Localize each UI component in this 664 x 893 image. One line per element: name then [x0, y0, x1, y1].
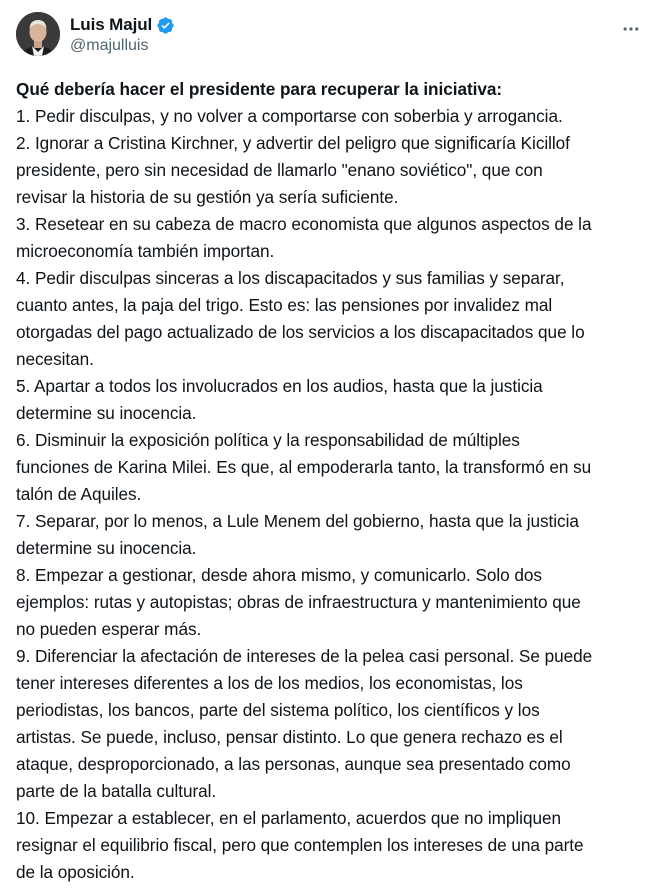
tweet-text-line: revisar la historia de su gestión ya sería suficiente. — [16, 187, 399, 207]
author-names — [70, 14, 175, 55]
tweet-text-line: ejemplos: rutas y autopistas; obras de infraestructura y mantenimiento que — [16, 592, 581, 612]
tweet-text-line: microeconomía también importan. — [16, 241, 275, 261]
tweet-text-line: 4. Pedir disculpas sinceras a los discapacitados y sus familias y separar, — [16, 268, 565, 288]
display-name[interactable]: Luis Majul — [70, 15, 153, 34]
tweet-text-line: 10. Empezar a establecer, en el parlamento, acuerdos que no impliquen — [16, 808, 561, 828]
display-name-row — [70, 14, 175, 36]
tweet-text-line: 7. Separar, por lo menos, a Lule Menem del gobierno, hasta que la justicia — [16, 511, 579, 531]
tweet-text — [16, 76, 662, 886]
avatar-photo — [16, 12, 60, 56]
tweet-text-line: presidente, pero sin necesidad de llamarlo "enano soviético", que con — [16, 160, 543, 180]
tweet-text-line: 1. Pedir disculpas, y no volver a comportarse con soberbia y arrogancia. — [16, 106, 563, 126]
tweet-text-line: resignar el equilibrio fiscal, pero que contemplen los intereses de una parte — [16, 835, 584, 855]
tweet-header — [16, 12, 648, 60]
tweet-text-line: funciones de Karina Milei. Es que, al empoderarla tanto, la transformó en su — [16, 457, 592, 477]
tweet-text-line: 5. Apartar a todos los involucrados en los audios, hasta que la justicia — [16, 376, 543, 396]
tweet-text-line: 2. Ignorar a Cristina Kirchner, y advertir del peligro que significaría Kicillof — [16, 133, 570, 153]
tweet-text-line: parte de la batalla cultural. — [16, 781, 217, 801]
tweet-text-line: cuanto antes, la paja del trigo. Esto es: las pensiones por invalidez mal — [16, 295, 553, 315]
tweet-text-line: 6. Disminuir la exposición política y la responsabilidad de múltiples — [16, 430, 520, 450]
more-horizontal-icon — [621, 19, 641, 39]
tweet-text-line: 3. Resetear en su cabeza de macro economista que algunos aspectos de la — [16, 214, 592, 234]
more-options-button[interactable] — [614, 12, 648, 46]
avatar[interactable] — [16, 12, 60, 56]
tweet-text-line: ataque, desproporcionado, a las personas, aunque sea presentado como — [16, 754, 571, 774]
verified-badge-icon — [156, 16, 175, 35]
tweet-text-line: periodistas, los bancos, parte del sistema político, los científicos y los — [16, 700, 540, 720]
tweet-text-line: 9. Diferenciar la afectación de intereses de la pelea casi personal. Se puede — [16, 646, 593, 666]
tweet-text-line: talón de Aquiles. — [16, 484, 142, 504]
tweet-text-line: determine su inocencia. — [16, 538, 197, 558]
author-handle[interactable]: @majulluis — [70, 37, 149, 54]
tweet-heading-line: Qué debería hacer el presidente para recuperar la iniciativa: — [16, 79, 503, 99]
tweet-text-line: no pueden esperar más. — [16, 619, 202, 639]
tweet-text-line: 8. Empezar a gestionar, desde ahora mismo, y comunicarlo. Solo dos — [16, 565, 542, 585]
tweet-text-line: necesitan. — [16, 349, 94, 369]
tweet-text-line: artistas. Se puede, incluso, pensar distinto. Lo que genera rechazo es el — [16, 727, 563, 747]
tweet-text-line: de la oposición. — [16, 862, 135, 882]
tweet-text-line: determine su inocencia. — [16, 403, 197, 423]
tweet-text-line: otorgadas del pago actualizado de los servicios a los discapacitados que lo — [16, 322, 585, 342]
tweet-text-line: tener intereses diferentes a los de los medios, los economistas, los — [16, 673, 523, 693]
